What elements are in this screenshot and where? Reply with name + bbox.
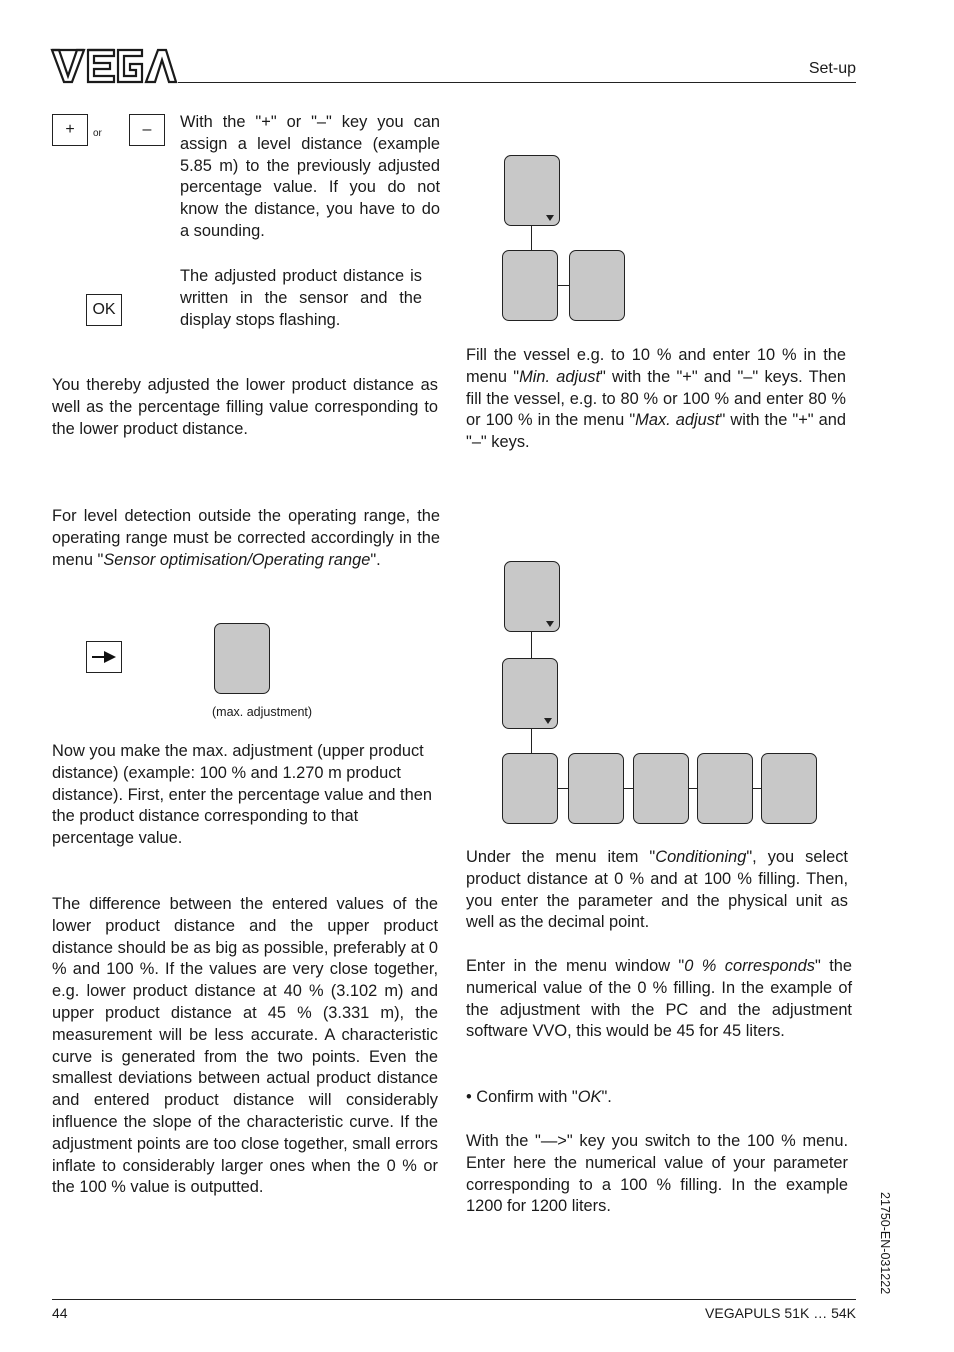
para-zero-corresponds: Enter in the menu window "0 % corresponds" the numerical value of the 0 % filling. In the example of the adjustment with the PC and the adjustment software VVO, this would be 45 for 45 liters. <box>466 957 852 1041</box>
connector <box>624 788 633 789</box>
vega-logo <box>50 46 178 86</box>
connector <box>689 788 697 789</box>
bullet-confirm-ok: • Confirm with "OK". <box>466 1088 612 1106</box>
menu-box-top <box>504 155 560 226</box>
arrow-right-icon <box>90 649 118 665</box>
down-arrow-icon <box>546 621 554 627</box>
product-name: VEGAPULS 51K … 54K <box>705 1305 856 1321</box>
para-hundred-percent: With the "—>" key you switch to the 100 % menu. Enter here the numerical value of your parameter corresponding to a 100 % filling. In the example 1200 for 1200 liters. <box>466 1132 848 1216</box>
or-label: or <box>93 128 102 139</box>
minus-key: – <box>129 114 165 146</box>
document-code: 21750-EN-031222 <box>878 1192 892 1295</box>
menu-box-top <box>504 561 560 632</box>
menu-box-row-1 <box>502 753 558 824</box>
menu-box-max-adjustment <box>214 623 270 694</box>
ok-key: OK <box>86 294 122 326</box>
footer-rule <box>52 1299 856 1300</box>
menu-box-row-4 <box>697 753 753 824</box>
para-difference: The difference between the entered values of the lower product distance and the upper product distance should be as big as possible, preferably at 0 % and 100 %. If the values are very close together, e.g. lower product distance at 40 % (3.102 m) and upper product distance at 45 % (3.331 m), the measurement will be less accurate. A characteristic curve is generated from the two points. Even the smallest deviations between actual product distance and entered product distance will considerably influence the slope of the characteristic curve. If the adjustment points are too close together, small errors inflate to considerably larger ones when the 0 % or the 100 % value is outputted. <box>52 895 438 1197</box>
connector <box>531 226 532 250</box>
para-lower-distance: You thereby adjusted the lower product distance as well as the percentage filling value corresponding to the lower product distance. <box>52 376 438 438</box>
para-max-adjustment: Now you make the max. adjustment (upper product distance) (example: 100 % and 1.270 m product distance). First, enter the percentage value and then the product distance corresponding to that percentage value. <box>52 742 432 848</box>
para-written-sensor: The adjusted product distance is written in the sensor and the display stops flashing. <box>180 267 422 329</box>
vega-logo-mark <box>50 46 178 86</box>
page-number: 44 <box>52 1305 68 1321</box>
connector <box>753 788 761 789</box>
max-adjustment-caption: (max. adjustment) <box>212 705 313 719</box>
menu-box-max-adjust <box>569 250 625 321</box>
plus-key: + <box>52 114 88 146</box>
connector <box>531 632 532 658</box>
arrow-key <box>86 641 122 673</box>
down-arrow-icon <box>546 215 554 221</box>
connector <box>531 729 532 753</box>
connector <box>558 788 568 789</box>
menu-box-min-adjust <box>502 250 558 321</box>
section-title: Set-up <box>808 60 856 77</box>
menu-box-row-3 <box>633 753 689 824</box>
para-fill-vessel: Fill the vessel e.g. to 10 % and enter 10 % in the menu "Min. adjust" with the "+" and "–" keys. Then fill the vessel, e.g. to 80 % or 100 % and enter 80 % or 100 % in the menu "Max. adjust" with the "+" and "–" keys. <box>466 346 846 452</box>
down-arrow-icon <box>544 718 552 724</box>
menu-box-row-2 <box>568 753 624 824</box>
para-assign-distance: With the "+" or "–" key you can assign a level distance (example 5.85 m) to the previously adjusted percentage value. If you do not know the distance, you have to do a sounding. <box>180 113 440 240</box>
header-rule <box>178 82 856 83</box>
para-operating-range: For level detection outside the operating range, the operating range must be corrected accordingly in the menu "Sensor optimisation/Operating range". <box>52 507 440 569</box>
menu-box-row-5 <box>761 753 817 824</box>
connector <box>558 285 569 286</box>
menu-box-conditioning <box>502 658 558 729</box>
para-conditioning: Under the menu item "Conditioning", you select product distance at 0 % and at 100 % filling. Then, you enter the parameter and the physical unit as well as the decimal point. <box>466 848 848 932</box>
